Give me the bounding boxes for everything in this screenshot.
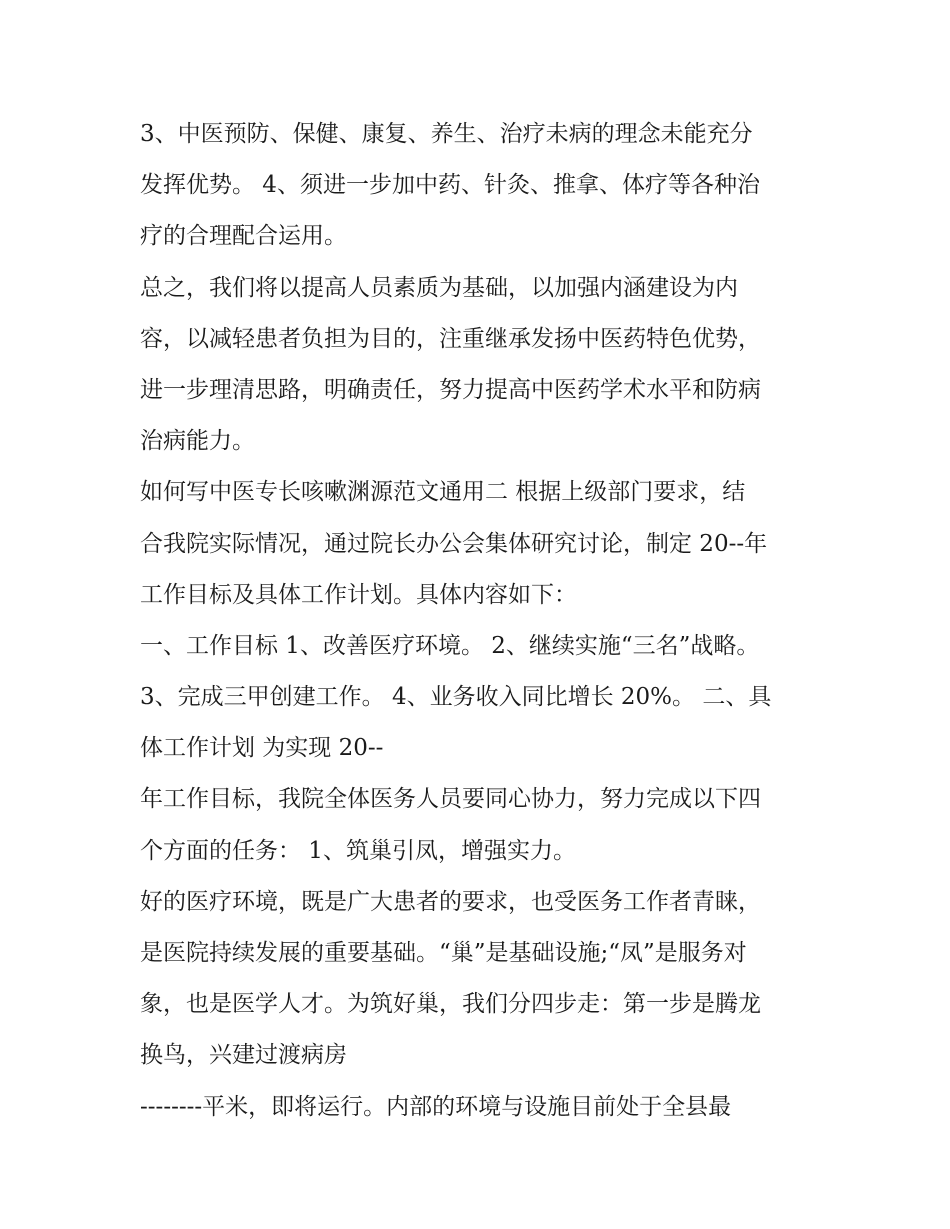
text-line: 治病能力。 xyxy=(140,428,255,455)
text-line: 换鸟，兴建过渡病房 xyxy=(140,1042,347,1069)
text-line: 象，也是医学人才。为筑好巢，我们分四步走：第一步是腾龙 xyxy=(140,991,761,1018)
text-line: 是医院持续发展的重要基础。“巢”是基础设施;“凤”是服务对 xyxy=(140,940,747,966)
text-line: 工作目标及具体工作计划。具体内容如下： xyxy=(140,581,577,608)
document-body xyxy=(140,109,830,1133)
text-line: 3、中医预防、保健、康复、养生、治疗未病的理念未能充分 xyxy=(140,121,753,147)
text-line: 容，以减轻患者负担为目的，注重继承发扬中医药特色优势， xyxy=(140,325,761,352)
text-line: 年工作目标，我院全体医务人员要同心协力，努力完成以下四 xyxy=(140,786,761,813)
text-line: 发挥优势。 4、须进一步加中药、针灸、推拿、体疗等各种治 xyxy=(140,172,760,199)
text-line: 进一步理清思路，明确责任，努力提高中医药学术水平和防病 xyxy=(140,376,761,403)
text-line: 体工作计划 为实现 20-- xyxy=(140,735,384,762)
text-line: 总之，我们将以提高人员素质为基础，以加强内涵建设为内 xyxy=(140,274,738,301)
text-line: 疗的合理配合运用。 xyxy=(140,223,347,250)
text-line: 如何写中医专长咳嗽渊源范文通用二 根据上级部门要求，结 xyxy=(140,479,746,506)
text-line: 个方面的任务： 1、筑巢引凤，增强实力。 xyxy=(140,837,576,864)
text-line: --------平米，即将运行。内部的环境与设施目前处于全县最 xyxy=(140,1093,732,1120)
text-line: 3、完成三甲创建工作。 4、业务收入同比增长 20%。 二、具 xyxy=(140,684,772,711)
text-line: 一、工作目标 1、改善医疗环境。 2、继续实施“三名”战略。 xyxy=(140,632,760,659)
text-line: 好的医疗环境，既是广大患者的要求，也受医务工作者青睐， xyxy=(140,888,761,915)
text-line: 合我院实际情况，通过院长办公会集体研究讨论，制定 20--年 xyxy=(140,530,768,557)
